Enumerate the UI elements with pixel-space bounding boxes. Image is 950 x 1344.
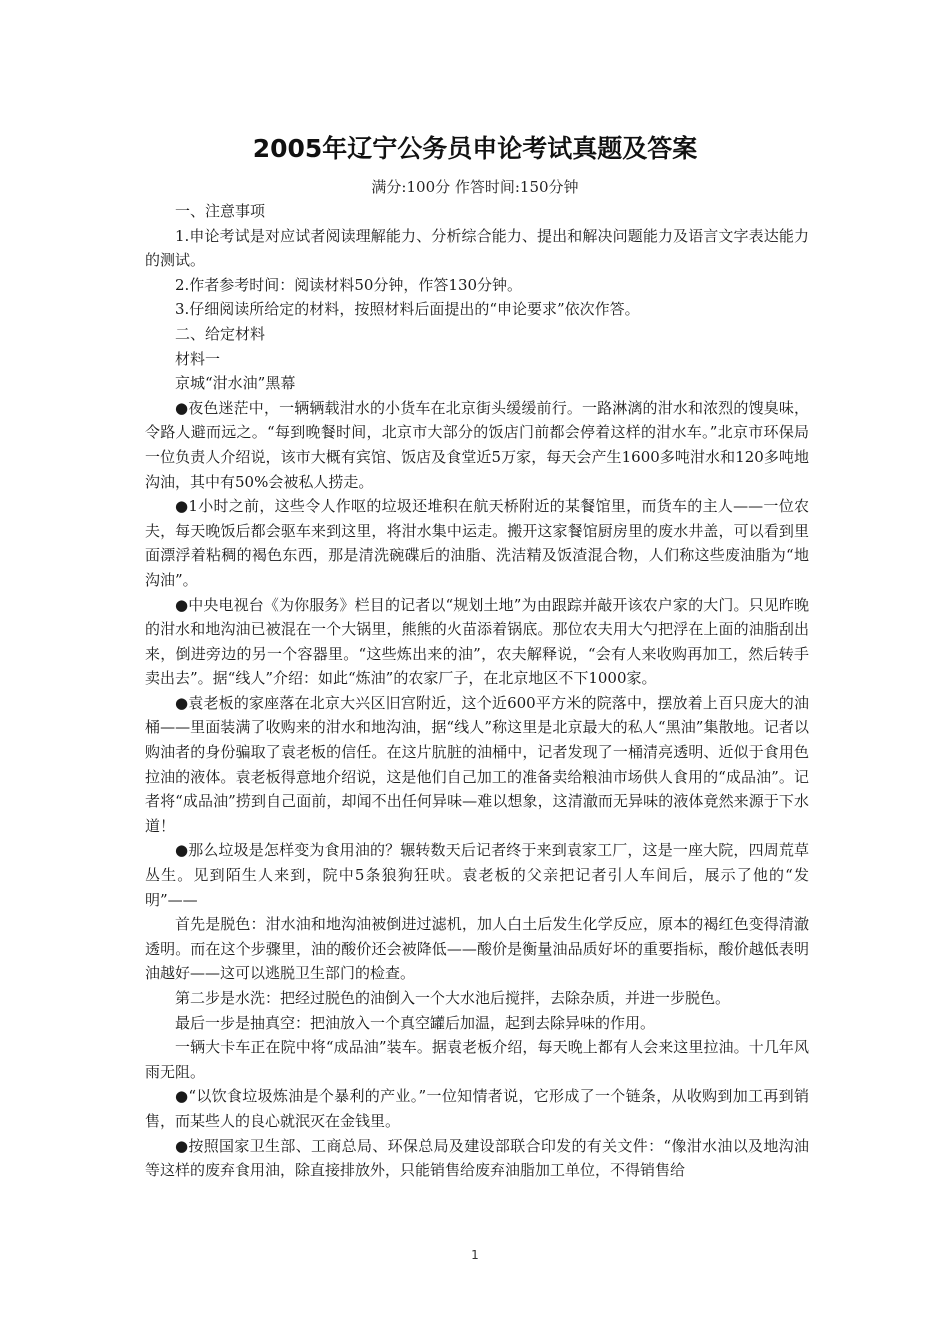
paragraph: 最后一步是抽真空：把油放入一个真空罐后加温，起到去除异味的作用。 bbox=[175, 1013, 656, 1032]
paragraph: ●袁老板的家座落在北京大兴区旧宫附近，这个近600平方米的院落中，摆放着上百只庞大的油桶——里面装满了收购来的泔水和地沟油，据“线人”称这里是北京最大的私人“黑油”集散地。记者以购油者的身份骗取了袁老板的信任。在这片肮脏的油桶中，记者发现了一桶清亮透明、近似于食用色拉油的液体。袁老板得意地介绍说，这是他们自己加工的准备卖给粮油市场供人食用的“成品油”。记者将“成品油”捞到自己面前，却闻不出任何异味—难以想象，这清澈而无异味的液体竟然来源于下水道！ bbox=[145, 693, 809, 835]
paragraph: 3.仔细阅读所给定的材料，按照材料后面提出的“申论要求”依次作答。 bbox=[175, 300, 640, 319]
paragraph: ●夜色迷茫中，一辆辆载泔水的小货车在北京街头缓缓前行。一路淋漓的泔水和浓烈的馊臭味，令路人避而远之。“每到晚餐时间，北京市大部分的饭店门前都会停着这样的泔水车。”北京市环保局一位负责人介绍说，该市大概有宾馆、饭店及食堂近5万家，每天会产生1600多吨泔水和120多吨地沟油，其中有50%会被私人捞走。 bbox=[145, 398, 809, 491]
paragraph: 京城“泔水油”黑幕 bbox=[175, 374, 296, 393]
paragraph: ●那么垃圾是怎样变为食用油的？辗转数天后记者终于来到袁家工厂，这是一座大院，四周荒草丛生。见到陌生人来到，院中5条狼狗狂吠。袁老板的父亲把记者引人车间后，展示了他的“发明”—— bbox=[145, 841, 809, 909]
paragraph: ●按照国家卫生部、工商总局、环保总局及建设部联合印发的有关文件：“像泔水油以及地沟油等这样的废弃食用油，除直接排放外，只能销售给废弃油脂加工单位，不得销售给 bbox=[145, 1136, 809, 1180]
paragraph: ●1小时之前，这些令人作呕的垃圾还堆积在航天桥附近的某餐馆里，而货车的主人——一位农夫，每天晚饭后都会驱车来到这里，将泔水集中运走。搬开这家餐馆厨房里的废水井盖，可以看到里面漂浮着粘稠的褐色东西，那是清洗碗碟后的油脂、洗洁精及饭渣混合物，人们称这些废油脂为“地沟油”。 bbox=[145, 497, 809, 589]
paragraph: 2.作者参考时间：阅读材料50分钟，作答130分钟。 bbox=[175, 275, 523, 294]
paragraph: 首先是脱色：泔水油和地沟油被倒进过滤机，加人白土后发生化学反应，原本的褐红色变得清澈透明。而在这个步骤里，油的酸价还会被降低——酸价是衡量油品质好坏的重要指标，酸价越低表明油越好——这可以逃脱卫生部门的检查。 bbox=[145, 915, 809, 983]
document-body bbox=[145, 199, 809, 1183]
paragraph: 二、给定材料 bbox=[175, 324, 266, 343]
document-subtitle: 满分:100分 作答时间:150分钟 bbox=[371, 178, 579, 196]
paragraph: 第二步是水洗：把经过脱色的油倒入一个大水池后搅拌，去除杂质，并进一步脱色。 bbox=[175, 989, 731, 1007]
paragraph: ●中央电视台《为你服务》栏目的记者以“规划土地”为由跟踪并敲开该农户家的大门。只见昨晚的泔水和地沟油已被混在一个大锅里，熊熊的火苗添着锅底。那位农夫用大勺把浮在上面的油脂刮出来，倒进旁边的另一个容器里。“这些炼出来的油”，农夫解释说，“会有人来收购再加工，然后转手卖出去”。据“线人”介绍：如此“炼油”的农家厂子，在北京地区不下1000家。 bbox=[145, 595, 809, 688]
page-number: 1 bbox=[471, 1248, 479, 1262]
document-title: 2005年辽宁公务员申论考试真题及答案 bbox=[252, 134, 698, 163]
paragraph: 材料一 bbox=[175, 349, 221, 368]
paragraph: ●“以饮食垃圾炼油是个暴利的产业。”一位知情者说，它形成了一个链条，从收购到加工再到销售，而某些人的良心就泯灭在金钱里。 bbox=[145, 1087, 809, 1130]
paragraph: 一辆大卡车正在院中将“成品油”装车。据袁老板介绍，每天晚上都有人会来这里拉油。十几年风雨无阻。 bbox=[145, 1038, 809, 1081]
paragraph: 1.申论考试是对应试者阅读理解能力、分析综合能力、提出和解决问题能力及语言文字表达能力的测试。 bbox=[145, 226, 809, 270]
paragraph: 一、注意事项 bbox=[175, 202, 266, 220]
